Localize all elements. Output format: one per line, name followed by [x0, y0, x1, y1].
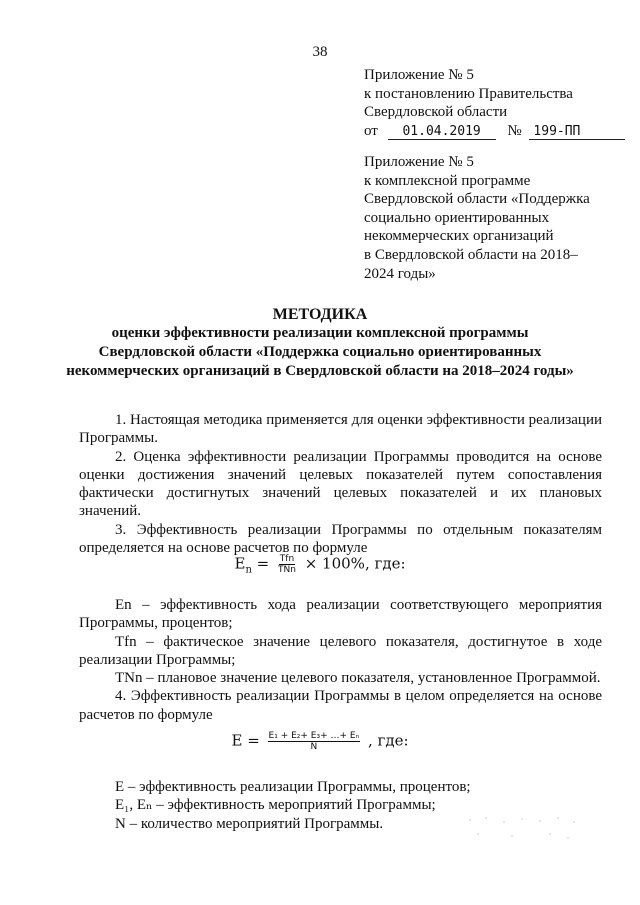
ot-label: от [364, 122, 378, 139]
appendix-line: социально ориентированных [364, 209, 550, 226]
appendix-line: к постановлению Правительства [364, 85, 573, 102]
paragraph: 4. Эффективность реализации Программы в целом определяется на основе расчетов по формуле [79, 688, 602, 723]
paragraph: E – эффективность реализации Программы, процентов; [115, 779, 471, 795]
formula-rhs: , где: [367, 731, 409, 750]
title-line: некоммерческих организаций в Свердловской области на 2018–2024 годы» [66, 363, 574, 379]
formula-lhs: E [234, 554, 246, 573]
title-heading: МЕТОДИКА [272, 306, 368, 323]
paragraph: 1. Настоящая методика применяется для оценки эффективности реализации Программы. [79, 412, 602, 447]
number-label: № [507, 122, 522, 139]
appendix-line: 2024 годы» [364, 265, 436, 282]
document-title [0, 305, 640, 381]
resolution-date: 01.04.2019 [388, 124, 496, 140]
formula-rhs: × 100%, где: [304, 554, 406, 573]
formula-lhs: E = [231, 731, 265, 750]
paragraph: Tfn – фактическое значение целевого показателя, достигнутое в ходе реализации Программы; [79, 633, 602, 668]
formula-fraction [277, 554, 297, 575]
paragraph: En – эффективность хода реализации соответствующего мероприятия Программы, процентов; [79, 597, 602, 632]
appendix-line: некоммерческих организаций [364, 228, 554, 245]
fraction-denominator: N [310, 742, 318, 752]
paragraph: TNn – плановое значение целевого показателя, установленное Программой. [115, 670, 601, 687]
fraction-denominator: TNn [278, 565, 296, 575]
appendix-line: Приложение № 5 [364, 67, 474, 83]
appendix-line: Приложение № 5 [364, 154, 474, 170]
appendix-line: в Свердловской области на 2018– [364, 246, 578, 263]
formula-fraction [268, 731, 361, 752]
paragraph: 2. Оценка эффективности реализации Программы проводится на основе оценки достижения значений целевых показателей путем сопоставления фактически достигнутых значений целевых показателей и их плановых значений. [79, 448, 602, 520]
formula-eq: = [251, 554, 274, 573]
fraction-numerator: Tfn [279, 554, 295, 564]
paragraph: E₁, Eₙ – эффективность мероприятий Программы; [115, 797, 436, 814]
body-section-2 [79, 596, 602, 724]
appendix-line: Свердловской области «Поддержка [364, 191, 590, 208]
appendix-line: Свердловской области [364, 104, 508, 121]
body-section-1 [79, 411, 602, 557]
appendix-resolution-block [364, 66, 625, 140]
formula-efficiency-per-indicator [0, 554, 640, 576]
paragraph: 3. Эффективность реализации Программы по отдельным показателям определяется на основе расчетов по формуле [79, 521, 602, 557]
title-line: Свердловской области «Поддержка социально ориентированных [98, 344, 542, 360]
appendix-date-line [364, 122, 625, 141]
resolution-number: 199-ПП [529, 124, 625, 140]
fraction-numerator: E₁ + E₂+ E₃+ …+ Eₙ [268, 731, 360, 741]
title-line: оценки эффективности реализации комплексной программы [111, 325, 529, 341]
paragraph: N – количество мероприятий Программы. [115, 815, 384, 832]
formula-lhs-sub: n [245, 564, 252, 576]
appendix-line: к комплексной программе [364, 172, 531, 189]
faint-scan-marks [464, 812, 584, 852]
formula-overall-efficiency [0, 731, 640, 752]
page-number: 38 [312, 44, 328, 60]
appendix-program-block [364, 153, 590, 283]
